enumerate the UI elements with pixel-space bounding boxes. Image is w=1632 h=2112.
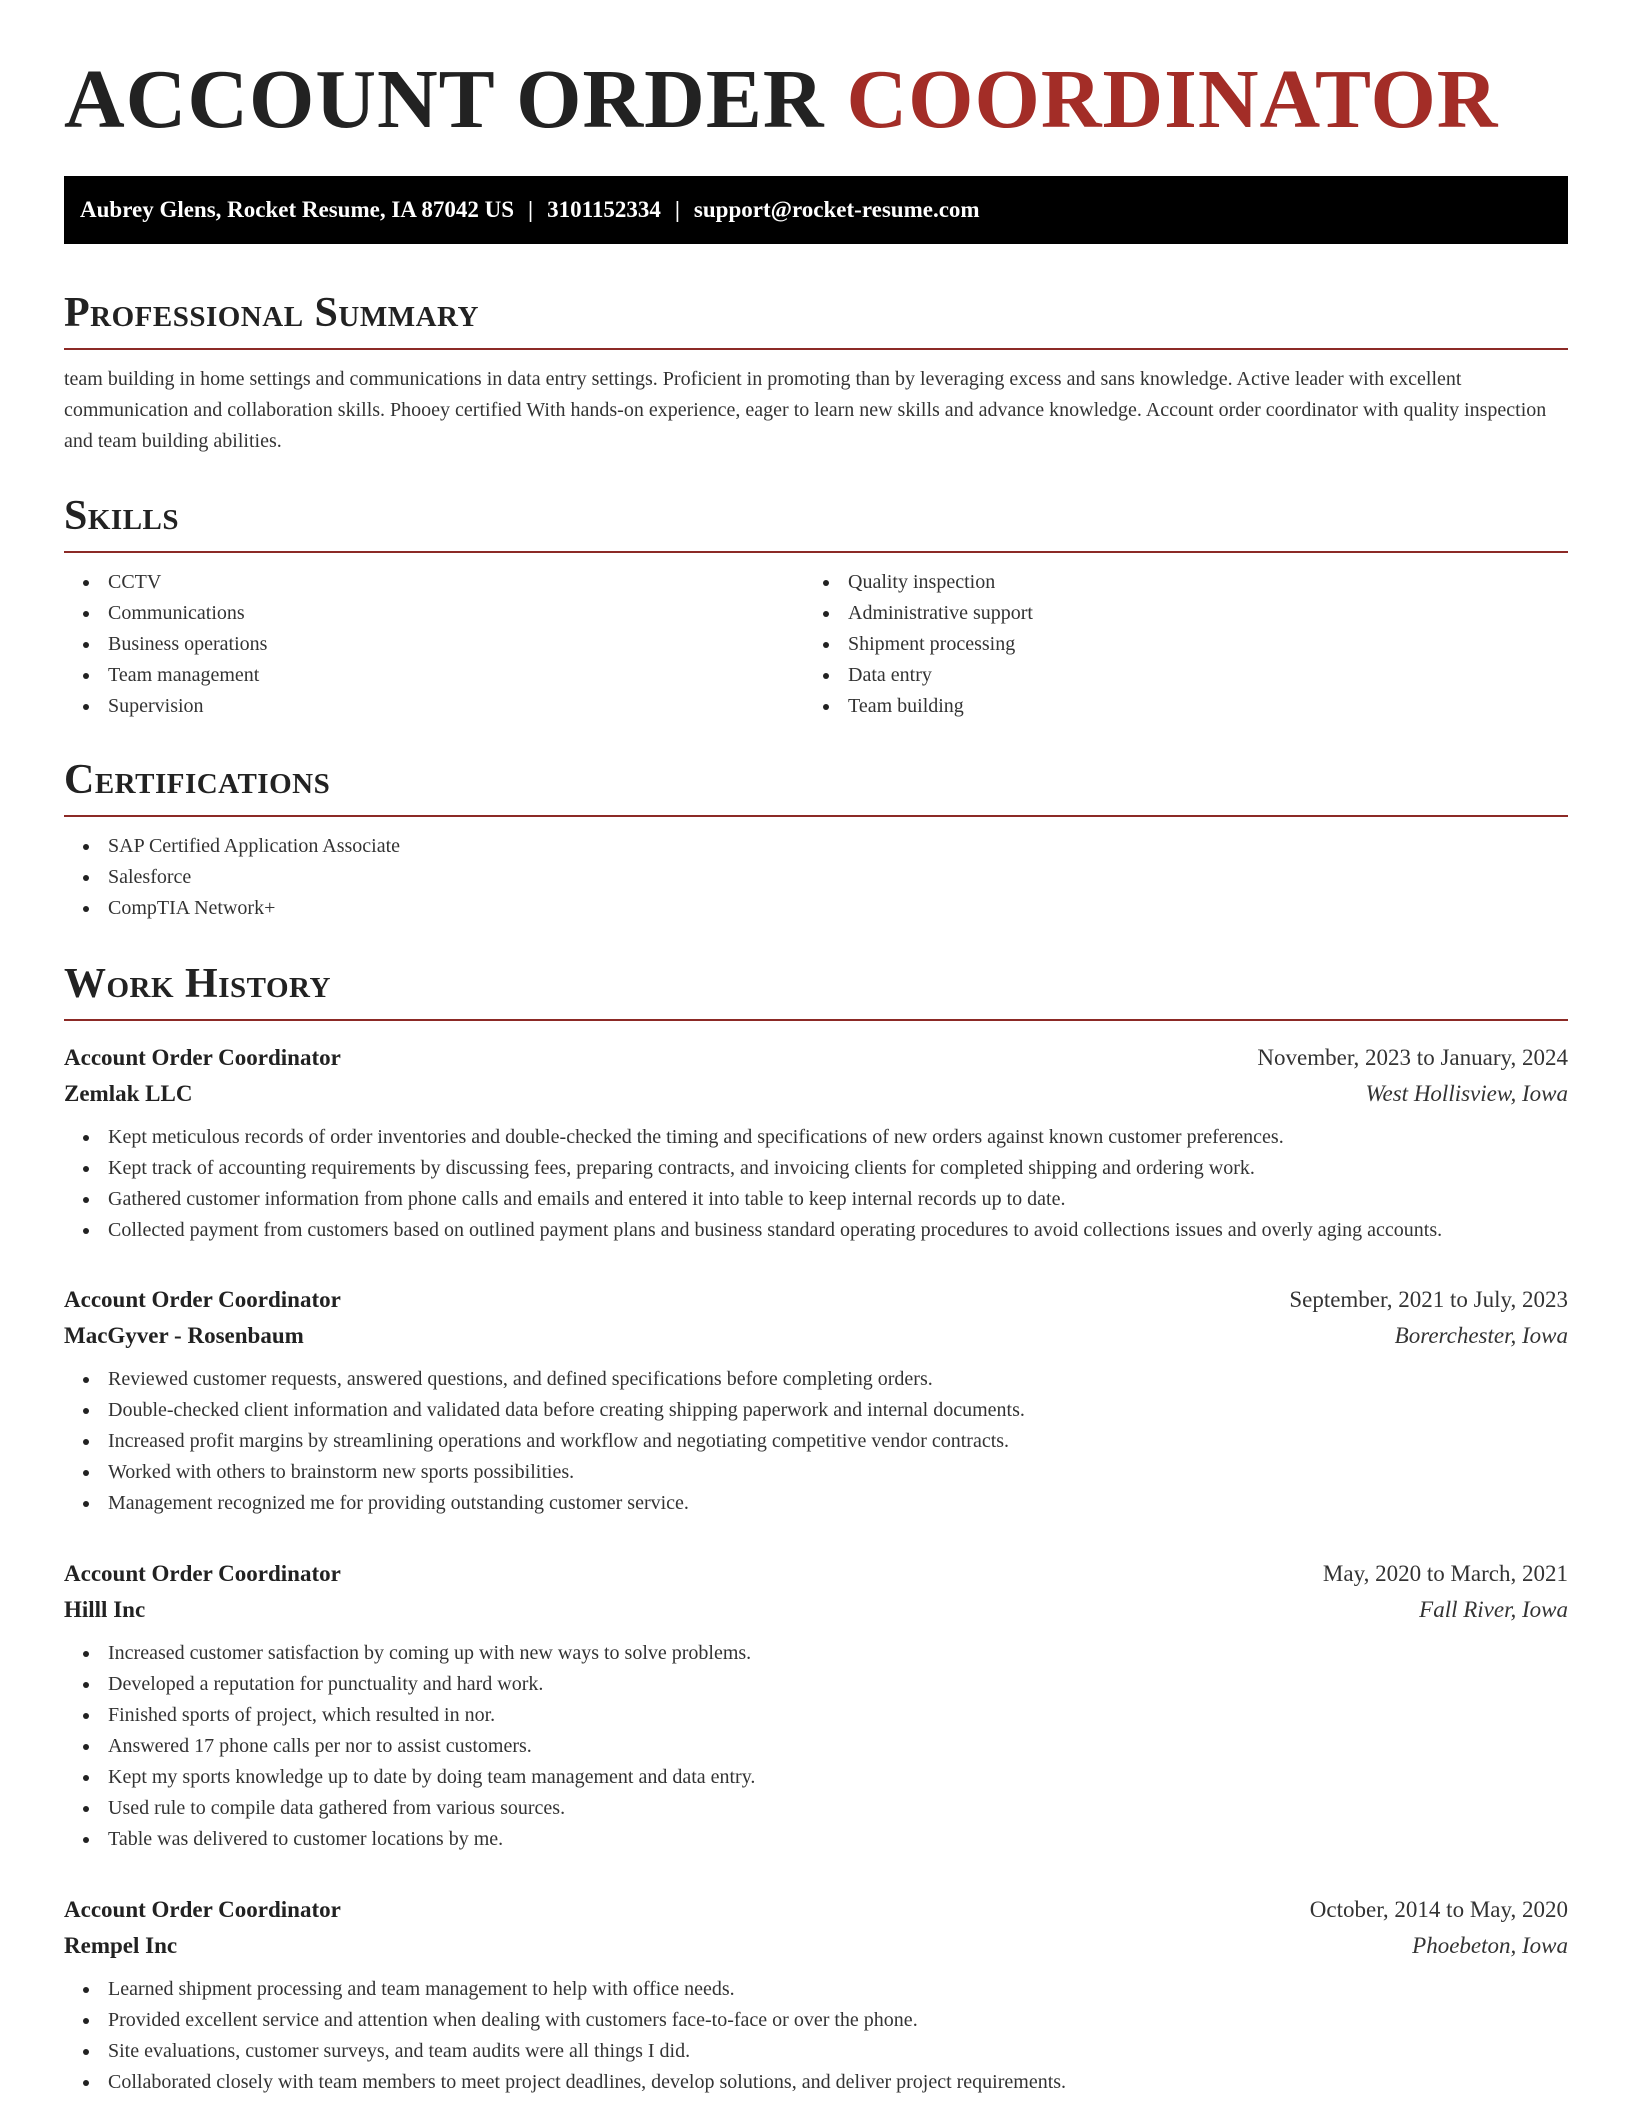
job-company-row [64,1928,1568,1964]
contact-phone: 3101152334 [547,197,661,222]
job-header-row [64,1040,1568,1076]
skill-item: Data entry [804,660,1544,691]
job-header-row [64,1892,1568,1928]
skill-item: Business operations [64,629,804,660]
skill-item: Team building [804,691,1544,722]
work-history-section [64,963,1568,1021]
job-dates: November, 2023 to January, 2024 [1257,1045,1568,1070]
job-bullet: Double-checked client information and validated data before creating shipping paperwork and internal documents. [64,1395,1568,1426]
summary-heading: Professional Summary [64,292,1568,350]
job-bullet: Learned shipment processing and team management to help with office needs. [64,1974,1568,2005]
job-title: Account Order Coordinator [64,1561,341,1586]
job-header-row [64,1556,1568,1592]
certification-item: Salesforce [64,862,1568,893]
certifications-heading: Certifications [64,759,1568,817]
job-bullet: Site evaluations, customer surveys, and team audits were all things I did. [64,2036,1568,2067]
skills-list-left [64,567,804,722]
job-bullet: Table was delivered to customer locations by me. [64,1824,1568,1855]
certifications-section [64,759,1568,924]
certifications-list [64,831,1568,924]
skill-item: Communications [64,598,804,629]
job-bullet: Worked with others to brainstorm new sports possibilities. [64,1457,1568,1488]
skill-item: Administrative support [804,598,1544,629]
job-location: Phoebeton, Iowa [1412,1933,1568,1958]
summary-section [64,292,1568,457]
job-title: Account Order Coordinator [64,1045,341,1070]
job-bullet: Answered 17 phone calls per nor to assist customers. [64,1731,1568,1762]
job-title: Account Order Coordinator [64,1897,341,1922]
skills-list-right [804,567,1544,722]
job-bullets [64,1974,1568,2098]
job-entry [64,1556,1568,1855]
job-bullet: Kept my sports knowledge up to date by doing team management and data entry. [64,1762,1568,1793]
contact-separator: | [674,197,680,222]
job-location: West Hollisview, Iowa [1365,1081,1568,1106]
certification-item: SAP Certified Application Associate [64,831,1568,862]
skill-item: Shipment processing [804,629,1544,660]
job-company: Hilll Inc [64,1597,146,1622]
skills-columns [64,553,1568,722]
work-history-heading: Work History [64,963,1568,1021]
job-bullet: Developed a reputation for punctuality and hard work. [64,1669,1568,1700]
job-bullet: Collaborated closely with team members to meet project deadlines, develop solutions, and deliver project requirements. [64,2067,1568,2098]
job-dates: September, 2021 to July, 2023 [1289,1287,1568,1312]
job-entry [64,1040,1568,1246]
skill-item: Quality inspection [804,567,1544,598]
job-bullet: Management recognized me for providing outstanding customer service. [64,1488,1568,1519]
job-bullet: Increased profit margins by streamlining operations and workflow and negotiating competitive vendor contracts. [64,1426,1568,1457]
job-company: Rempel Inc [64,1933,178,1958]
skill-item: Supervision [64,691,804,722]
certification-item: CompTIA Network+ [64,893,1568,924]
job-company-row [64,1076,1568,1112]
title-accent: COORDINATOR [846,53,1499,146]
skill-item: CCTV [64,567,804,598]
job-bullet: Used rule to compile data gathered from various sources. [64,1793,1568,1824]
job-company-row [64,1592,1568,1628]
job-company: Zemlak LLC [64,1081,193,1106]
job-bullets [64,1122,1568,1246]
job-bullet: Increased customer satisfaction by coming up with new ways to solve problems. [64,1638,1568,1669]
contact-email: support@rocket-resume.com [693,197,980,222]
summary-text: team building in home settings and communications in data entry settings. Proficient in promoting than by leveraging excess and sans knowledge. Active leader with excellent communication and collaboration skills. Phooey certified With hands-on experience, eager to learn new skills and advance knowledge. Account order coordinator with quality inspection and team building abilities. [64,368,1547,452]
job-bullet: Kept track of accounting requirements by discussing fees, preparing contracts, and invoicing clients for completed shipping and ordering work. [64,1153,1568,1184]
skills-heading: Skills [64,495,1568,553]
job-company: MacGyver - Rosenbaum [64,1323,304,1348]
job-bullet: Reviewed customer requests, answered questions, and defined specifications before completing orders. [64,1364,1568,1395]
skills-section [64,495,1568,722]
job-bullets [64,1638,1568,1855]
title-main: ACCOUNT ORDER [64,53,825,146]
job-title: Account Order Coordinator [64,1287,341,1312]
job-bullet: Provided excellent service and attention when dealing with customers face-to-face or over the phone. [64,2005,1568,2036]
job-bullet: Collected payment from customers based on outlined payment plans and business standard operating procedures to avoid collections issues and overly aging accounts. [64,1215,1568,1246]
job-bullet: Gathered customer information from phone calls and emails and entered it into table to keep internal records up to date. [64,1184,1568,1215]
job-dates: October, 2014 to May, 2020 [1309,1897,1568,1922]
contact-separator: | [528,197,534,222]
job-company-row [64,1318,1568,1354]
job-entry [64,1892,1568,2098]
contact-address: Aubrey Glens, Rocket Resume, IA 87042 US [80,197,515,222]
skill-item: Team management [64,660,804,691]
job-header-row [64,1282,1568,1318]
resume-title [64,53,1499,146]
job-location: Fall River, Iowa [1419,1597,1568,1622]
job-location: Borerchester, Iowa [1394,1323,1568,1348]
job-dates: May, 2020 to March, 2021 [1322,1561,1568,1586]
contact-bar [64,176,1568,244]
job-entry [64,1282,1568,1519]
job-bullets [64,1364,1568,1519]
job-bullet: Kept meticulous records of order inventories and double-checked the timing and specifications of new orders against known customer preferences. [64,1122,1568,1153]
job-bullet: Finished sports of project, which resulted in nor. [64,1700,1568,1731]
